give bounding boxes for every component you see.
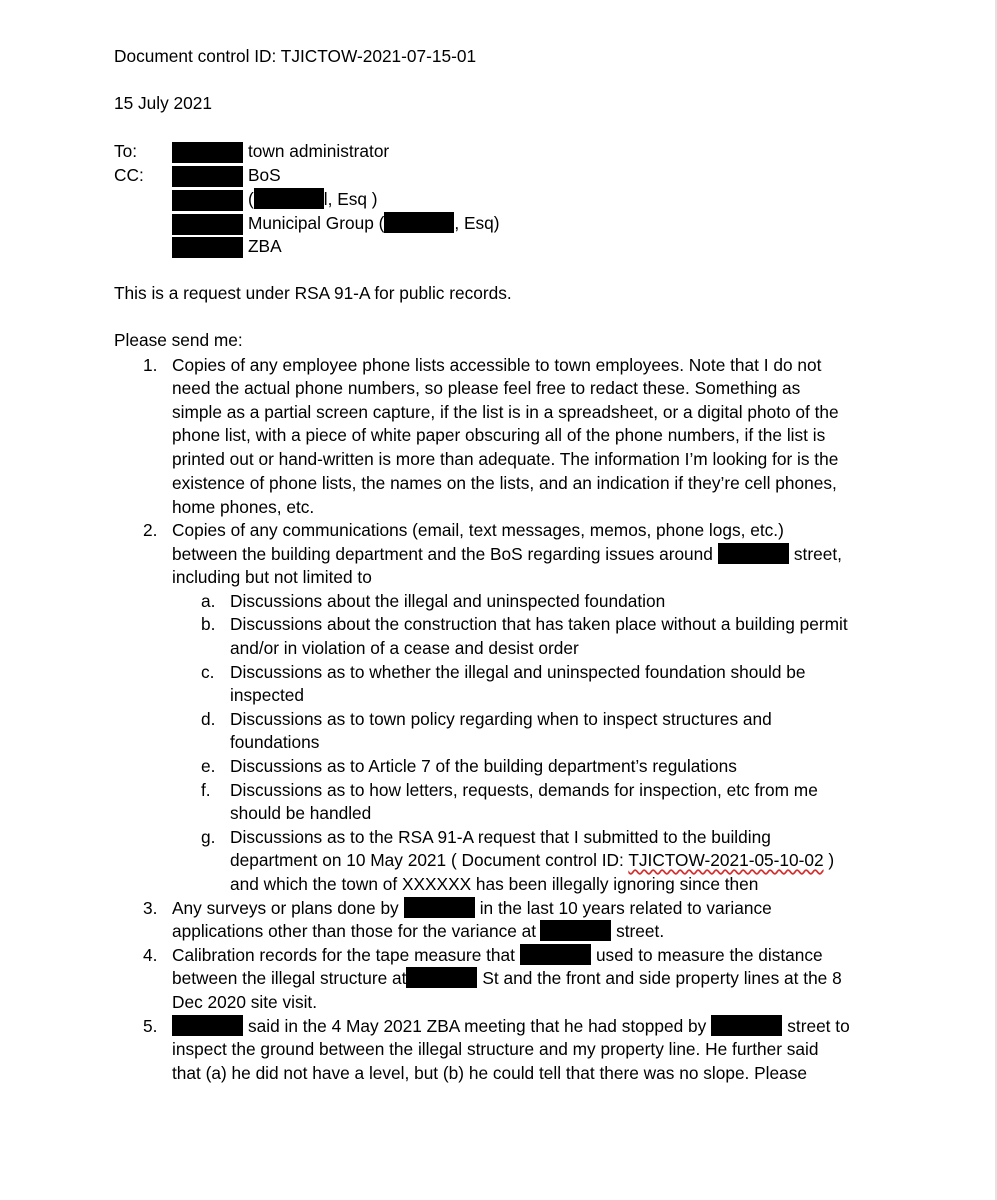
to-recipient: town administrator xyxy=(248,141,390,161)
item-2-line: including but not limited to xyxy=(172,567,372,587)
redaction xyxy=(520,944,591,965)
subitem-letter: d. xyxy=(201,709,216,729)
subitem-letter: e. xyxy=(201,756,216,776)
subitem-line: inspected xyxy=(230,685,304,705)
request-intro: This is a request under RSA 91-A for public records. xyxy=(114,283,512,303)
redaction xyxy=(406,967,477,988)
cc-label: CC: xyxy=(114,165,144,185)
item-1-line: need the actual phone numbers, so please feel free to redact these. Something as xyxy=(172,378,801,398)
item-5-line: inspect the ground between the illegal structure and my property line. He further said xyxy=(172,1039,819,1059)
spellcheck-underlined-id: TJICTOW-2021-05-10-02 xyxy=(628,850,824,870)
redaction xyxy=(254,188,324,209)
cc-recipient-3: Municipal Group ( , Esq) xyxy=(248,213,500,233)
cc-recipient-2: ( l, Esq ) xyxy=(248,189,378,209)
redaction xyxy=(172,237,243,258)
item-4-line: between the illegal structure at St and the front and side property lines at the 8 xyxy=(172,968,842,988)
redaction xyxy=(540,920,611,941)
item-2-line: between the building department and the BoS regarding issues around street, xyxy=(172,544,842,564)
item-1-line: Copies of any employee phone lists accessible to town employees. Note that I do not xyxy=(172,355,822,375)
redaction xyxy=(172,142,243,163)
item-1-line: home phones, etc. xyxy=(172,497,315,517)
subitem-line: foundations xyxy=(230,732,320,752)
item-5-line: that (a) he did not have a level, but (b) he could tell that there was no slope. Please xyxy=(172,1063,807,1083)
subitem-line: and which the town of XXXXXX has been illegally ignoring since then xyxy=(230,874,759,894)
subitem-line: Discussions as to how letters, requests, demands for inspection, etc from me xyxy=(230,780,818,800)
redaction xyxy=(172,1015,243,1036)
subitem-line: Discussions as to whether the illegal and uninspected foundation should be xyxy=(230,662,806,682)
subitem-line: Discussions about the illegal and uninspected foundation xyxy=(230,591,666,611)
item-number: 2. xyxy=(143,520,158,540)
subitem-line: and/or in violation of a cease and desist order xyxy=(230,638,579,658)
please-send: Please send me: xyxy=(114,330,243,350)
redaction xyxy=(384,212,454,233)
subitem-line: Discussions as to the RSA 91-A request that I submitted to the building xyxy=(230,827,771,847)
subitem-letter: f. xyxy=(201,780,211,800)
subitem-letter: c. xyxy=(201,662,215,682)
item-1-line: existence of phone lists, the names on the lists, and an indication if they’re cell phones, xyxy=(172,473,837,493)
redaction xyxy=(172,190,243,211)
item-1-line: phone list, with a piece of white paper obscuring all of the phone numbers, if the list is xyxy=(172,425,826,445)
subitem-line: department on 10 May 2021 ( Document control ID: TJICTOW-2021-05-10-02 ) xyxy=(230,850,835,870)
item-2-line: Copies of any communications (email, text messages, memos, phone logs, etc.) xyxy=(172,520,784,540)
item-1-line: printed out or hand-written is more than adequate. The information I’m looking for is the xyxy=(172,449,839,469)
item-number: 4. xyxy=(143,945,158,965)
item-number: 3. xyxy=(143,898,158,918)
document-control-id: Document control ID: TJICTOW-2021-07-15-01 xyxy=(114,46,477,66)
cc-recipient-1: BoS xyxy=(248,165,281,185)
item-3-line: applications other than those for the variance at street. xyxy=(172,921,665,941)
redaction xyxy=(172,214,243,235)
subitem-line: Discussions about the construction that has taken place without a building permit xyxy=(230,614,848,634)
subitem-letter: g. xyxy=(201,827,216,847)
subitem-line: should be handled xyxy=(230,803,372,823)
redaction xyxy=(718,543,789,564)
item-number: 5. xyxy=(143,1016,158,1036)
redaction xyxy=(172,166,243,187)
subitem-letter: a. xyxy=(201,591,216,611)
item-4-line: Dec 2020 site visit. xyxy=(172,992,318,1012)
cc-recipient-4: ZBA xyxy=(248,236,282,256)
subitem-line: Discussions as to Article 7 of the building department’s regulations xyxy=(230,756,737,776)
item-4-line: Calibration records for the tape measure that used to measure the distance xyxy=(172,945,823,965)
item-5-line: said in the 4 May 2021 ZBA meeting that he had stopped by street to xyxy=(172,1015,850,1039)
to-label: To: xyxy=(114,141,138,161)
document-date: 15 July 2021 xyxy=(114,93,213,113)
subitem-letter: b. xyxy=(201,614,216,634)
redaction xyxy=(711,1015,782,1036)
item-3-line: Any surveys or plans done by in the last 10 years related to variance xyxy=(172,898,772,918)
subitem-line: Discussions as to town policy regarding when to inspect structures and xyxy=(230,709,772,729)
item-1-line: simple as a partial screen capture, if the list is in a spreadsheet, or a digital photo of the xyxy=(172,402,839,422)
item-number: 1. xyxy=(143,355,158,375)
redaction xyxy=(404,897,475,918)
